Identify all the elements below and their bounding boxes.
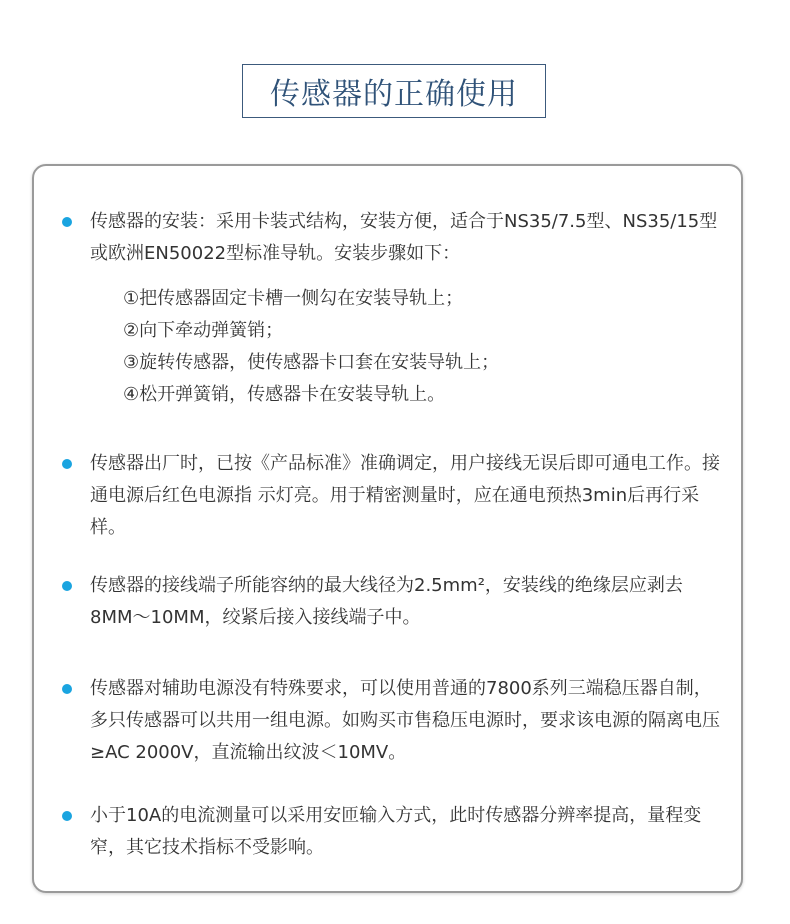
list-item	[62, 800, 722, 864]
step-2: ②向下牵动弹簧销；	[123, 320, 284, 341]
list-item-text: 传感器出厂时，已按《产品标准》准确调定，用户接线无误后即可通电工作。接通电源后红色电源指 示灯亮。用于精密测量时，应在通电预热3min后再行采样。	[90, 453, 720, 538]
step-4: ④松开弹簧销，传感器卡在安装导轨上。	[123, 384, 446, 405]
list-item	[62, 206, 722, 270]
bullet-dot-icon	[62, 811, 72, 821]
instructions-card	[32, 164, 743, 893]
page-title: 传感器的正确使用	[270, 77, 518, 112]
bullet-dot-icon	[62, 581, 72, 591]
list-item	[62, 673, 722, 769]
step-3: ③旋转传感器，使传感器卡口套在安装导轨上；	[123, 352, 500, 373]
step-1: ①把传感器固定卡槽一侧勾在安装导轨上；	[123, 288, 464, 309]
bullet-dot-icon	[62, 217, 72, 227]
bullet-dot-icon	[62, 459, 72, 469]
list-item-text: 传感器对辅助电源没有特殊要求，可以使用普通的7800系列三端稳压器自制，多只传感器可以共用一组电源。如购买市售稳压电源时，要求该电源的隔离电压≥AC 2000V，直流输出纹波＜10MV。	[90, 678, 720, 763]
list-item	[62, 570, 722, 634]
bullet-dot-icon	[62, 684, 72, 694]
list-item-text: 小于10A的电流测量可以采用安匝输入方式，此时传感器分辨率提高，量程变窄，其它技术指标不受影响。	[90, 805, 702, 858]
list-item-text: 传感器的安装：采用卡装式结构，安装方便，适合于NS35/7.5型、NS35/15型或欧洲EN50022型标准导轨。安装步骤如下：	[90, 211, 718, 264]
list-item-text: 传感器的接线端子所能容纳的最大线径为2.5mm²，安装线的绝缘层应剥去8MM～10MM，绞紧后接入接线端子中。	[90, 575, 683, 628]
install-steps	[123, 283, 683, 411]
list-item	[62, 448, 722, 544]
title-box	[242, 64, 546, 118]
